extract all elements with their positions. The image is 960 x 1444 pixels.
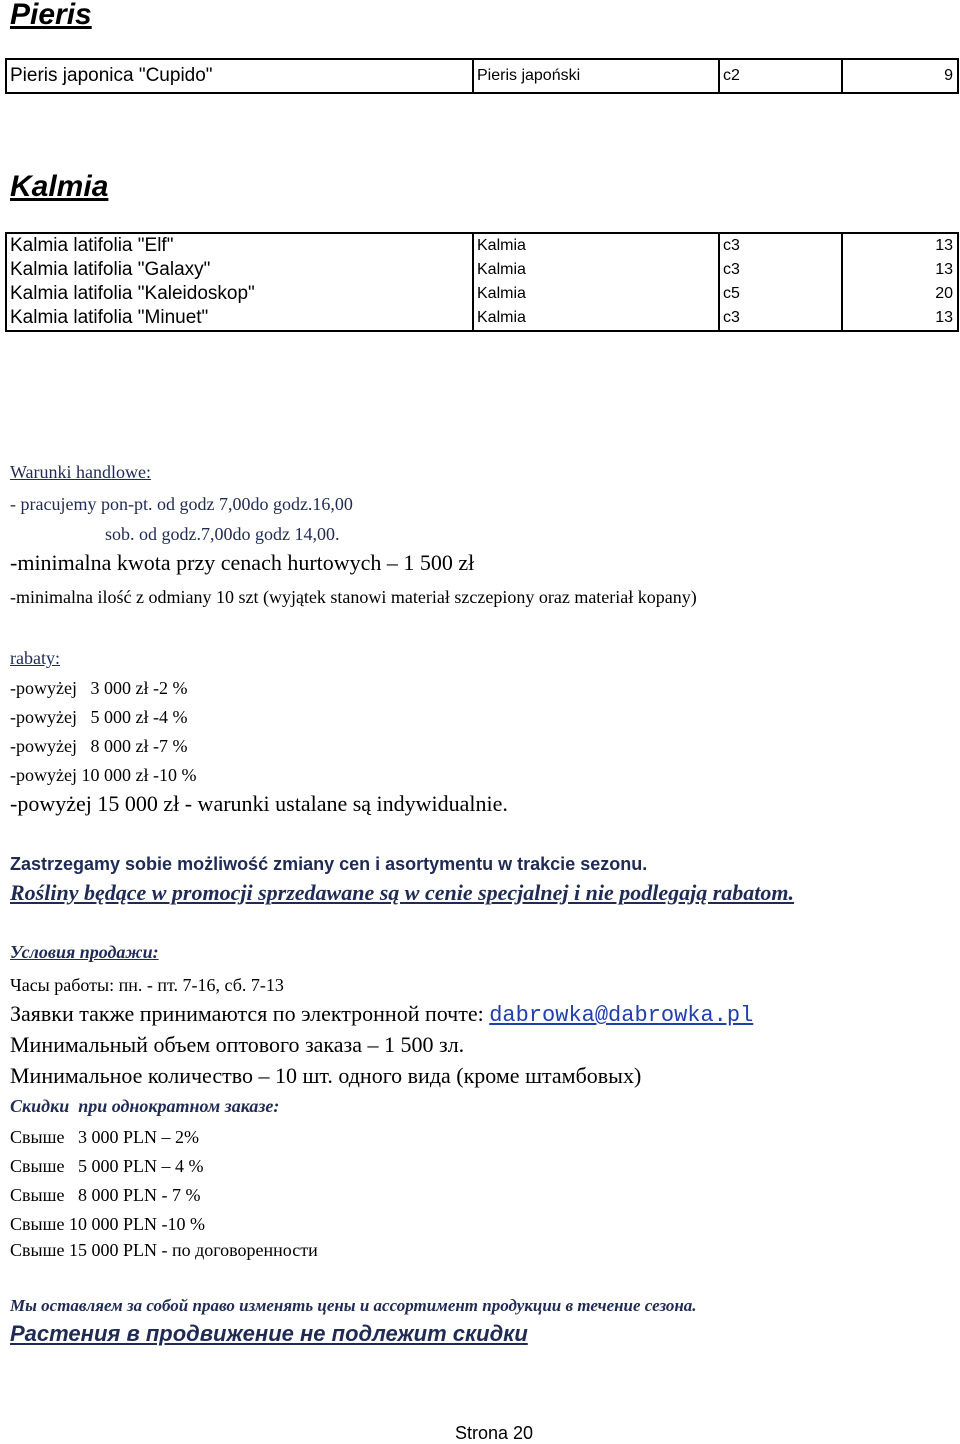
latin-name-cell: Kalmia latifolia "Minuet": [6, 306, 473, 331]
table-row: [6, 282, 958, 306]
discount-item-ru: Свыше 10 000 PLN -10 %: [10, 1214, 205, 1234]
promo-notice-ru: Растения в продвижение не подлежит скидки: [10, 1321, 528, 1346]
plant-table-pieris: [5, 58, 959, 94]
plant-table-kalmia: [5, 232, 959, 332]
discounts-heading-ru: Скидки при однократном заказе:: [10, 1096, 280, 1116]
section-title-kalmia: Kalmia: [10, 170, 109, 203]
pot-size-cell: c5: [719, 282, 842, 306]
section-title-pieris: Pieris: [10, 0, 92, 31]
price-cell: 13: [935, 237, 953, 254]
discount-item-pl: -powyżej 8 000 zł -7 %: [10, 736, 188, 756]
price-change-notice-ru: Мы оставляем за собой право изменять цены и ассортимент продукции в течение сезона.: [10, 1296, 697, 1315]
latin-name-cell: Kalmia latifolia "Elf": [6, 233, 473, 258]
pot-size-cell: c3: [719, 233, 842, 258]
polish-name-cell: Kalmia: [473, 282, 719, 306]
page-number: Strona 20: [454, 1423, 534, 1443]
table-row: [6, 258, 958, 282]
pot-size-cell: c2: [719, 59, 842, 93]
discount-item-ru: Свыше 15 000 PLN - по договоренности: [10, 1240, 318, 1260]
orders-email-prefix: Заявки также принимаются по электронной почте:: [10, 1001, 490, 1026]
polish-name-cell: Kalmia: [473, 306, 719, 331]
latin-name-cell: Kalmia latifolia "Kaleidoskop": [6, 282, 473, 306]
hours-saturday-pl: sob. od godz.7,00do godz 14,00.: [105, 524, 340, 544]
discount-item-pl: -powyżej 5 000 zł -4 %: [10, 707, 188, 727]
price-cell: 13: [935, 261, 953, 278]
discount-item-ru: Свыше 8 000 PLN - 7 %: [10, 1185, 201, 1205]
min-qty-ru: Минимальное количество – 10 шт. одного вида (кроме штамбовых): [10, 1063, 642, 1088]
pot-size-cell: c3: [719, 258, 842, 282]
terms-heading-ru: Условия продажи:: [10, 942, 159, 962]
hours-ru: Часы работы: пн. - пт. 7-16, сб. 7-13: [10, 975, 284, 995]
price-change-notice-pl: Zastrzegamy sobie możliwość zmiany cen i asortymentu w trakcie sezonu.: [10, 854, 648, 874]
latin-name-cell: Kalmia latifolia "Galaxy": [6, 258, 473, 282]
pot-size-cell: c3: [719, 306, 842, 331]
orders-email-line-ru: [10, 1001, 753, 1028]
discount-item-ru: Свыше 5 000 PLN – 4 %: [10, 1156, 204, 1176]
latin-name-cell: Pieris japonica "Cupido": [6, 59, 473, 93]
price-cell: 9: [944, 67, 953, 84]
email-link[interactable]: dabrowka@dabrowka.pl: [489, 1003, 754, 1028]
table-row: [6, 233, 958, 258]
table-row: [6, 59, 958, 93]
min-qty-pl: -minimalna ilość z odmiany 10 szt (wyjątek stanowi materiał szczepiony oraz materiał kopany): [10, 587, 697, 607]
polish-name-cell: Kalmia: [473, 233, 719, 258]
discount-individual-pl: -powyżej 15 000 zł - warunki ustalane są indywidualnie.: [10, 791, 508, 816]
discount-item-pl: -powyżej 3 000 zł -2 %: [10, 678, 188, 698]
discount-item-pl: -powyżej 10 000 zł -10 %: [10, 765, 197, 785]
min-amount-ru: Минимальный объем оптового заказа – 1 500 зл.: [10, 1032, 465, 1057]
discounts-heading-pl: rabaty:: [10, 648, 60, 668]
min-amount-pl: -minimalna kwota przy cenach hurtowych – 1 500 zł: [10, 550, 475, 575]
terms-heading-pl: Warunki handlowe:: [10, 462, 152, 482]
table-row: [6, 306, 958, 331]
discount-item-ru: Свыше 3 000 PLN – 2%: [10, 1127, 199, 1147]
hours-weekday-pl: - pracujemy pon-pt. od godz 7,00do godz.16,00: [10, 494, 353, 514]
promo-notice-pl: Rośliny będące w promocji sprzedawane są w cenie specjalnej i nie podlegają rabatom.: [10, 880, 795, 905]
price-cell: 20: [935, 285, 953, 302]
price-cell: 13: [935, 309, 953, 326]
polish-name-cell: Pieris japoński: [473, 59, 719, 93]
polish-name-cell: Kalmia: [473, 258, 719, 282]
